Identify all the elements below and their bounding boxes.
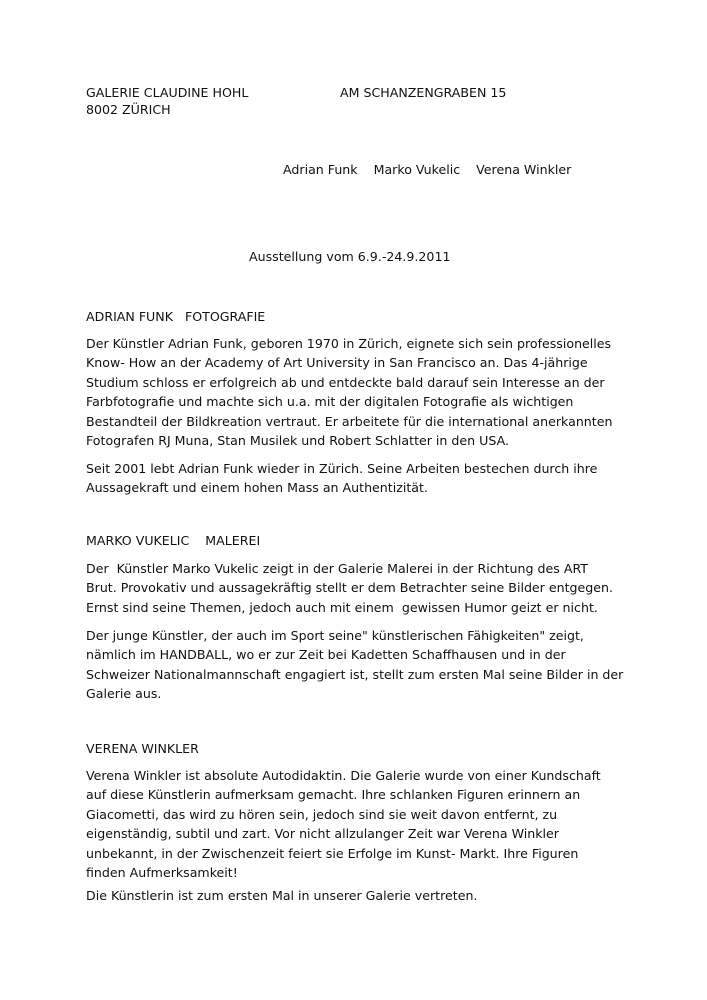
paragraph-line: Die Künstlerin ist zum ersten Mal in unserer Galerie vertreten. [86, 888, 478, 903]
paragraph-line: Fotografen RJ Muna, Stan Musilek und Robert Schlatter in den USA. [86, 432, 509, 448]
gallery-city: 8002 ZÜRICH [86, 102, 171, 117]
paragraph-line: eigenständig, subtil und zart. Vor nicht allzulanger Zeit war Verena Winkler [86, 826, 559, 842]
paragraph-line: nämlich im HANDBALL, wo er zur Zeit bei Kadetten Schaffhausen und in der [86, 647, 566, 663]
paragraph-line: Brut. Provokativ und aussagekräftig stellt er dem Betrachter seine Bilder entgegen. [86, 580, 613, 596]
artist-name: Adrian Funk [283, 162, 358, 177]
exhibition-dates: Ausstellung vom 6.9.-24.9.2011 [249, 249, 451, 264]
paragraph-line: Giacometti, das wird zu hören sein, jedoch sind sie weit davon entfernt, zu [86, 806, 558, 822]
paragraph-line: Bestandteil der Bildkreation vertraut. Er arbeitete für die international anerkannten [86, 413, 613, 429]
artists-line [283, 162, 571, 177]
section-heading: ADRIAN FUNK FOTOGRAFIE [86, 309, 266, 324]
paragraph [86, 334, 612, 450]
paragraph-line: Know- How an der Academy of Art University in San Francisco an. Das 4-jährige [86, 355, 588, 371]
artist-name: Verena Winkler [476, 162, 572, 177]
paragraph [86, 459, 597, 498]
paragraph-line: Farbfotografie und machte sich u.a. mit der digitalen Fotografie als wichtigen [86, 394, 574, 410]
paragraph [86, 559, 613, 617]
paragraph-line: Studium schloss er erfolgreich ab und entdeckte bald darauf sein Interesse an der [86, 374, 605, 390]
section-heading: VERENA WINKLER [86, 741, 199, 756]
paragraph-line: Seit 2001 lebt Adrian Funk wieder in Zürich. Seine Arbeiten bestechen durch ihre [86, 461, 598, 476]
paragraph-line: Galerie aus. [86, 686, 162, 702]
paragraph-line: Ernst sind seine Themen, jedoch auch mit einem gewissen Humor geizt er nicht. [86, 599, 598, 615]
paragraph-line: unbekannt, in der Zwischenzeit feiert sie Erfolge im Kunst- Markt. Ihre Figuren [86, 845, 579, 861]
paragraph [86, 886, 477, 905]
paragraph-line: Der Künstler Marko Vukelic zeigt in der Galerie Malerei in der Richtung des ART [86, 561, 588, 576]
paragraph-line: Verena Winkler ist absolute Autodidaktin. Die Galerie wurde von einer Kundschaft [86, 768, 601, 783]
paragraph-line: Schweizer Nationalmannschaft engagiert ist, stellt zum ersten Mal seine Bilder in der [86, 666, 624, 682]
gallery-name: GALERIE CLAUDINE HOHL [86, 85, 249, 100]
paragraph-line: finden Aufmerksamkeit! [86, 864, 238, 880]
paragraph-line: auf diese Künstlerin aufmerksam gemacht. Ihre schlanken Figuren erinnern an [86, 787, 581, 803]
paragraph [86, 766, 601, 882]
gallery-street: AM SCHANZENGRABEN 15 [340, 85, 507, 100]
section-heading: MARKO VUKELIC MALEREI [86, 533, 261, 548]
paragraph-line: Aussagekraft und einem hohen Mass an Authentizität. [86, 480, 428, 496]
paragraph-line: Der junge Künstler, der auch im Sport seine" künstlerischen Fähigkeiten" zeigt, [86, 628, 584, 643]
paragraph [86, 626, 623, 704]
artist-name: Marko Vukelic [373, 162, 461, 177]
paragraph-line: Der Künstler Adrian Funk, geboren 1970 in Zürich, eignete sich sein professionelles [86, 336, 612, 351]
